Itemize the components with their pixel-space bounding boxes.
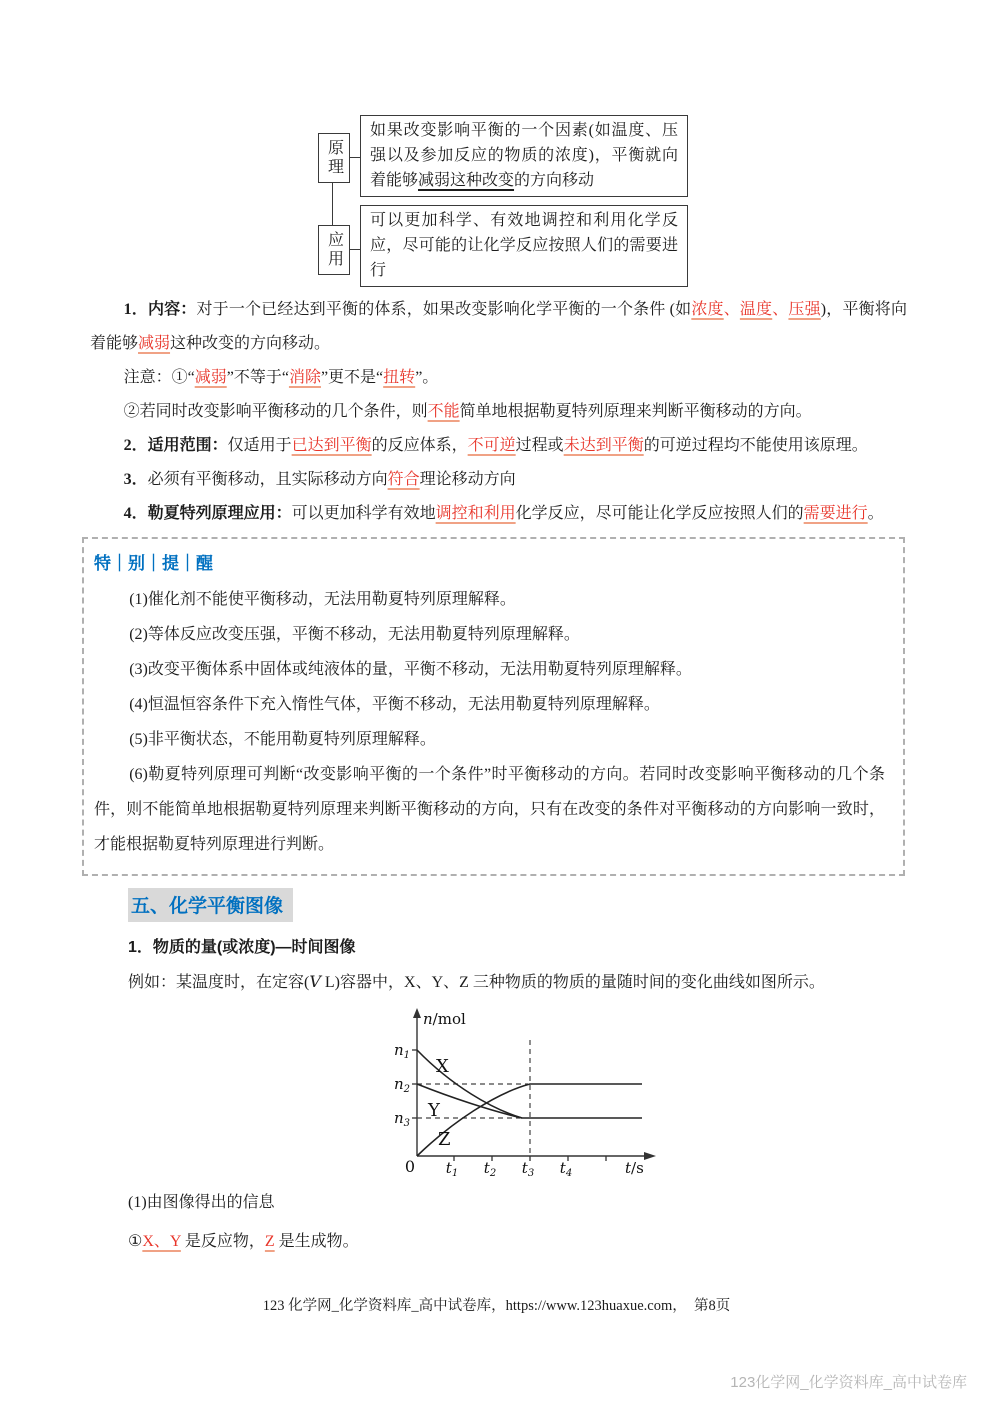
xtick-t3: $t_3$ [521,1159,535,1176]
amount-time-chart [390,1004,670,1176]
special-reminder-box [82,537,905,876]
paragraph-content: 1．内容：对于一个已经达到平衡的体系，如果改变影响化学平衡的一个条件 (如浓度、温度、压强)，平衡将向着能够减弱这种改变的方向移动。 [90,301,907,352]
application-node: 应用 [318,225,350,275]
note-item-6: (6)勒夏特列原理可判断“改变影响平衡的一个条件”时平衡移动的方向。若同时改变影响平衡移动的几个条件，则不能简单地根据勒夏特列原理来判断平衡移动的方向，只有在改变的条件对平衡移动的方向影响一致时，才能根据勒夏特列原理进行判断。 [94,766,885,853]
y-axis-arrow-icon [413,1008,421,1018]
note-item-5: (5)非平衡状态，不能用勒夏特列原理解释。 [129,731,436,748]
application-text-box: 可以更加科学、有效地调控和利用化学反应，尽可能的让化学反应按照人们的需要进行 [360,205,688,287]
page-content [0,113,993,1257]
xtick-t4: $t_4$ [559,1159,573,1176]
xtick-t1: $t_1$ [445,1159,459,1176]
connector-line [349,249,360,250]
chart-info-item: ①X、Y 是反应物，Z 是生成物。 [128,1233,359,1250]
xtick-t2: $t_2$ [483,1159,497,1176]
ytick-n1: $n_1$ [393,1041,410,1061]
example-text: 例如：某温度时，在定容(V L)容器中，X、Y、Z 三种物质的物质的量随时间的变化曲线如图所示。 [128,972,825,991]
x-axis-arrow-icon [644,1152,656,1160]
chart-labels [394,1010,644,1176]
paragraph-note: 注意：①“减弱”不等于“消除”更不是“扭转”。 [123,369,439,386]
paragraph-rule-3: 3．必须有平衡移动，且实际移动方向符合理论移动方向 [123,471,516,488]
connector-line [332,182,333,225]
x-axis-label: t/s [625,1159,644,1176]
note-item-2: (2)等体反应改变压强，平衡不移动，无法用勒夏特列原理解释。 [129,626,580,643]
ytick-n3: $n_3$ [393,1109,410,1129]
chart-svg [390,1004,670,1176]
connector-line [349,157,360,158]
watermark: 123化学网_化学资料库_高中试卷库 [730,1374,967,1391]
principle-node: 原理 [318,133,350,183]
series-label-X: X [436,1056,449,1077]
ytick-n2: $n_2$ [393,1075,410,1095]
paragraph-note-2: ②若同时改变影响平衡移动的几个条件，则不能简单地根据勒夏特列原理来判断平衡移动的方向。 [123,403,812,420]
note-item-4: (4)恒温恒容条件下充入惰性气体，平衡不移动，无法用勒夏特列原理解释。 [129,696,660,713]
principle-application-diagram [318,113,690,285]
principle-text-box: 如果改变影响平衡的一个因素(如温度、压强以及参加反应的物质的浓度)，平衡就向着能够减弱这种改变的方向移动 [360,115,688,197]
y-axis-label: n/mol [423,1010,466,1028]
section-title: 五、化学平衡图像 [128,888,293,922]
special-reminder-title: 特｜别｜提｜醒 [94,554,213,573]
note-item-3: (3)改变平衡体系中固体或纯液体的量，平衡不移动，无法用勒夏特列原理解释。 [129,661,692,678]
chart-info-heading: (1)由图像得出的信息 [128,1194,275,1211]
series-label-Z: Z [438,1129,451,1150]
origin-label: 0 [404,1157,416,1176]
subsection-title: 1．物质的量(或浓度)—时间图像 [128,939,356,956]
paragraph-application: 4．勒夏特列原理应用：可以更加科学有效地调控和利用化学反应，尽可能让化学反应按照人们的需要进行。 [123,505,884,522]
dashed-guides [417,1040,530,1156]
series-label-Y: Y [428,1100,440,1121]
note-item-1: (1)催化剂不能使平衡移动，无法用勒夏特列原理解释。 [129,591,516,608]
axes [417,1016,648,1156]
paragraph-scope: 2．适用范围：仅适用于已达到平衡的反应体系，不可逆过程或未达到平衡的可逆过程均不能使用该原理。 [123,437,868,454]
page-footer: 123 化学网_化学资料库_高中试卷库，https://www.123huaxue.com， 第8页 [262,1298,731,1314]
